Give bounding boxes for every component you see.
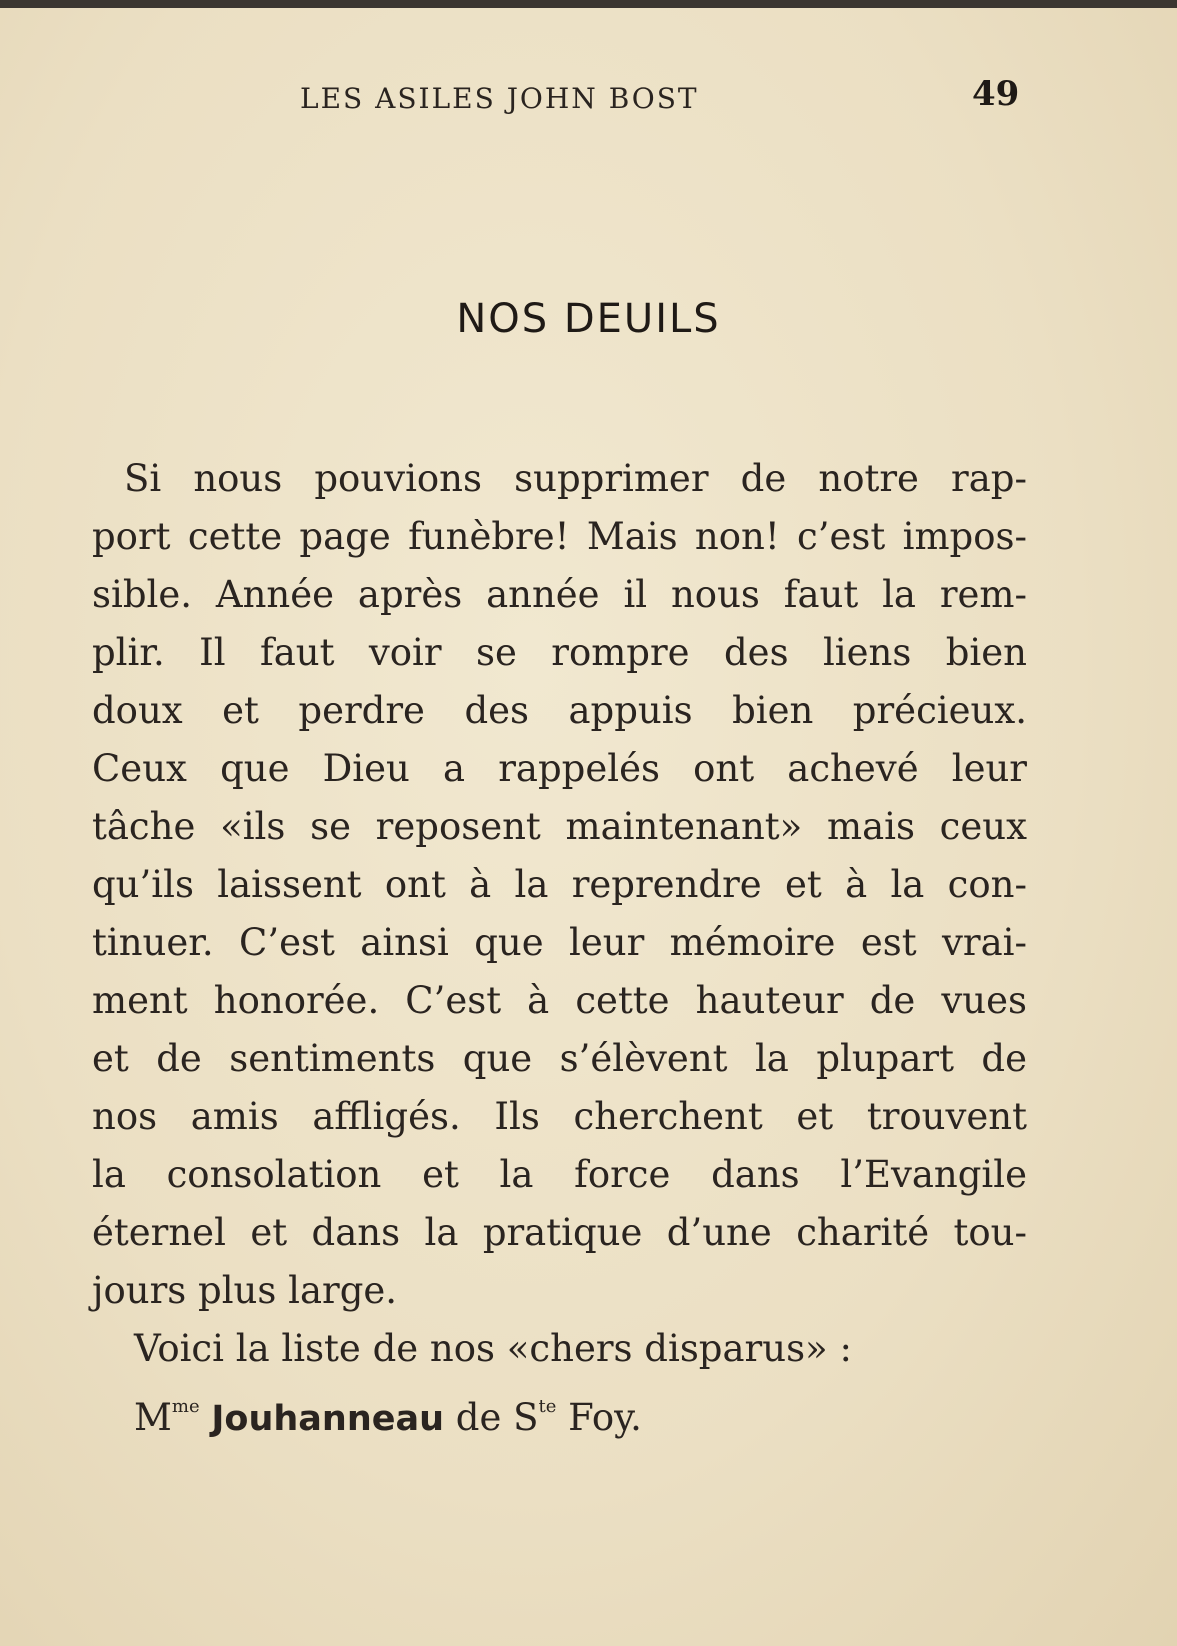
- paragraph-line: et de sentiments que s’élèvent la plupart de: [92, 1037, 1027, 1080]
- entry-saint: S: [513, 1396, 539, 1439]
- entry-connector: de: [455, 1396, 502, 1439]
- paragraph-line: plir. Il faut voir se rompre des liens bien: [92, 631, 1027, 674]
- paragraph-line: port cette page funèbre! Mais non! c’est impos-: [92, 515, 1027, 558]
- paragraph-line: éternel et dans la pratique d’une charité tou-: [92, 1211, 1027, 1254]
- paragraph-line: Ceux que Dieu a rappelés ont achevé leur: [92, 747, 1027, 790]
- page-top-edge: [0, 0, 1177, 8]
- entry-place: Foy.: [568, 1396, 642, 1439]
- paragraph-line: Si nous pouvions supprimer de notre rap-: [124, 457, 1027, 500]
- entry-title-sup: me: [171, 1396, 200, 1417]
- paragraph-line: ment honorée. C’est à cette hauteur de vues: [92, 979, 1027, 1022]
- running-head: LES ASILES JOHN BOST: [300, 82, 699, 115]
- paragraph-line: la consolation et la force dans l’Evangile: [92, 1153, 1027, 1196]
- paragraph-line: doux et perdre des appuis bien précieux.: [92, 689, 1027, 732]
- paragraph-line: qu’ils laissent ont à la reprendre et à la con-: [92, 863, 1027, 906]
- entry-title: M: [134, 1396, 172, 1439]
- entry-name: Jouhanneau: [211, 1399, 445, 1439]
- list-intro: Voici la liste de nos «chers disparus» :: [134, 1327, 852, 1370]
- entry-saint-sup: te: [538, 1396, 557, 1417]
- paragraph-line: sible. Année après année il nous faut la rem-: [92, 573, 1027, 616]
- section-title: NOS DEUILS: [456, 296, 721, 342]
- deceased-entry: [92, 1378, 1027, 1439]
- paragraph-line: tinuer. C’est ainsi que leur mémoire est vrai-: [92, 921, 1027, 964]
- paragraph-line: jours plus large.: [92, 1269, 398, 1312]
- page-number: 49: [972, 74, 1020, 114]
- paragraph-line: nos amis affligés. Ils cherchent et trouvent: [92, 1095, 1027, 1138]
- body-text: [92, 450, 1027, 1439]
- paragraph-line: tâche «ils se reposent maintenant» mais ceux: [92, 805, 1027, 848]
